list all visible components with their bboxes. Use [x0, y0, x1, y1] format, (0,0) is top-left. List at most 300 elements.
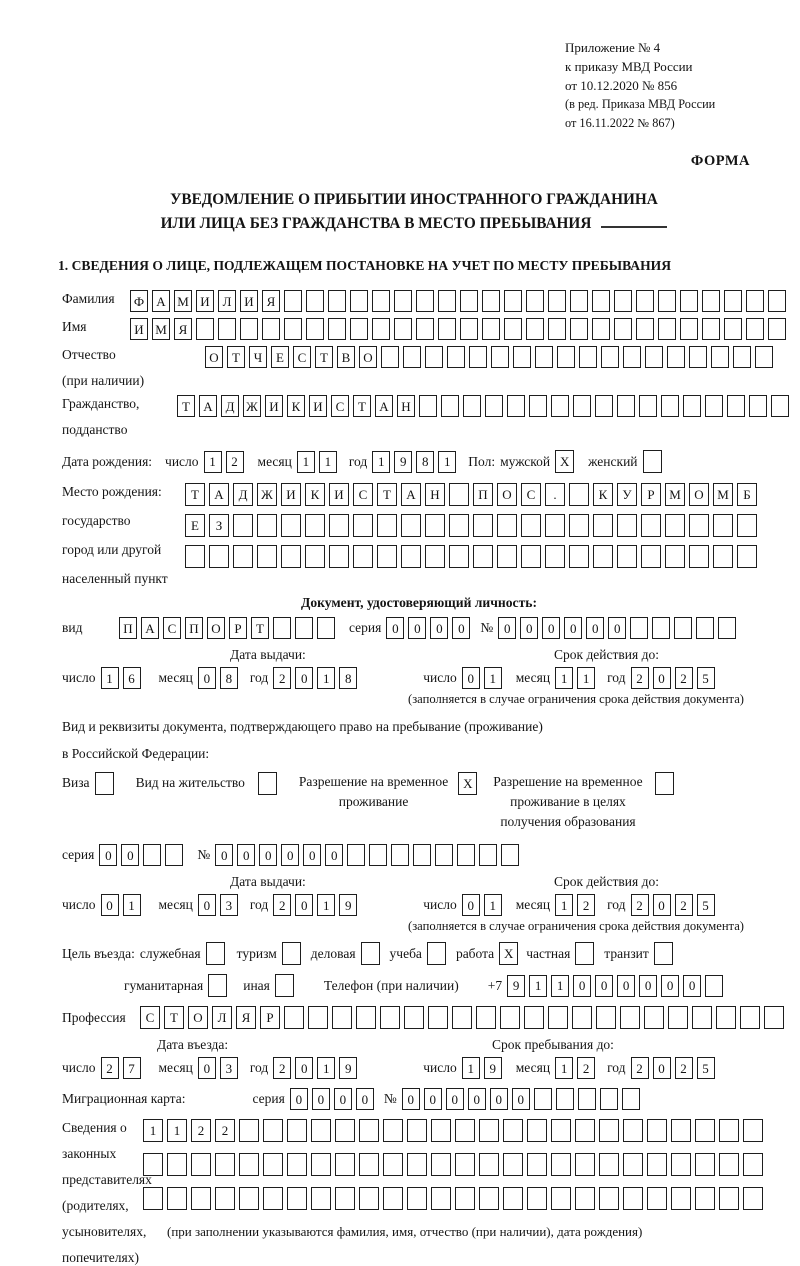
- char-box[interactable]: [524, 1006, 544, 1029]
- char-box[interactable]: [328, 318, 346, 340]
- char-box[interactable]: [746, 318, 764, 340]
- char-box[interactable]: [746, 290, 764, 312]
- char-box[interactable]: 1: [143, 1119, 163, 1142]
- char-box[interactable]: 0: [402, 1088, 420, 1110]
- char-box[interactable]: С: [163, 617, 181, 639]
- char-box[interactable]: [572, 1006, 592, 1029]
- char-box[interactable]: 0: [325, 844, 343, 866]
- char-box[interactable]: [702, 290, 720, 312]
- char-box[interactable]: 1: [372, 451, 390, 473]
- char-box[interactable]: Ф: [130, 290, 148, 312]
- char-box[interactable]: Н: [425, 483, 445, 506]
- char-box[interactable]: [359, 1119, 379, 1142]
- char-box[interactable]: У: [617, 483, 637, 506]
- char-box[interactable]: Ж: [257, 483, 277, 506]
- char-box[interactable]: 1: [484, 667, 502, 689]
- char-box[interactable]: [311, 1187, 331, 1210]
- char-box[interactable]: О: [207, 617, 225, 639]
- char-box[interactable]: Я: [236, 1006, 256, 1029]
- char-box[interactable]: 0: [653, 1057, 671, 1079]
- char-box[interactable]: [441, 395, 459, 417]
- char-box[interactable]: [527, 1187, 547, 1210]
- char-box[interactable]: [534, 1088, 552, 1110]
- char-box[interactable]: [401, 545, 421, 568]
- char-box[interactable]: [311, 1119, 331, 1142]
- char-box[interactable]: [425, 545, 445, 568]
- char-box[interactable]: [479, 844, 497, 866]
- char-box[interactable]: [575, 1187, 595, 1210]
- char-box[interactable]: 3: [220, 1057, 238, 1079]
- char-box[interactable]: [476, 1006, 496, 1029]
- char-box[interactable]: Т: [177, 395, 195, 417]
- char-box[interactable]: [636, 290, 654, 312]
- char-box[interactable]: 1: [462, 1057, 480, 1079]
- char-box[interactable]: [737, 545, 757, 568]
- char-box[interactable]: 0: [595, 975, 613, 997]
- char-box[interactable]: [705, 395, 723, 417]
- char-box[interactable]: 0: [312, 1088, 330, 1110]
- char-box[interactable]: [599, 1153, 619, 1176]
- char-box[interactable]: Е: [271, 346, 289, 368]
- char-box[interactable]: Т: [227, 346, 245, 368]
- char-box[interactable]: 0: [683, 975, 701, 997]
- char-box[interactable]: В: [337, 346, 355, 368]
- char-box[interactable]: [526, 290, 544, 312]
- char-box[interactable]: [614, 290, 632, 312]
- char-box[interactable]: 1: [529, 975, 547, 997]
- char-box[interactable]: [284, 1006, 304, 1029]
- char-box[interactable]: 9: [339, 894, 357, 916]
- char-box[interactable]: [503, 1153, 523, 1176]
- char-box[interactable]: [306, 290, 324, 312]
- char-box[interactable]: К: [287, 395, 305, 417]
- char-box[interactable]: [328, 290, 346, 312]
- char-box[interactable]: [262, 318, 280, 340]
- char-box[interactable]: [463, 395, 481, 417]
- char-box[interactable]: 1: [577, 667, 595, 689]
- char-box[interactable]: [369, 844, 387, 866]
- char-box[interactable]: Я: [174, 318, 192, 340]
- char-box[interactable]: 1: [317, 667, 335, 689]
- char-box[interactable]: [258, 772, 277, 795]
- char-box[interactable]: С: [293, 346, 311, 368]
- char-box[interactable]: Н: [397, 395, 415, 417]
- char-box[interactable]: [643, 450, 662, 473]
- char-box[interactable]: [208, 974, 227, 997]
- char-box[interactable]: [457, 844, 475, 866]
- char-box[interactable]: [209, 545, 229, 568]
- char-box[interactable]: 0: [542, 617, 560, 639]
- char-box[interactable]: М: [713, 483, 733, 506]
- char-box[interactable]: [275, 974, 294, 997]
- char-box[interactable]: 0: [586, 617, 604, 639]
- char-box[interactable]: 0: [564, 617, 582, 639]
- char-box[interactable]: [419, 395, 437, 417]
- char-box[interactable]: 1: [555, 667, 573, 689]
- char-box[interactable]: [407, 1119, 427, 1142]
- char-box[interactable]: [504, 290, 522, 312]
- char-box[interactable]: [680, 290, 698, 312]
- char-box[interactable]: [416, 318, 434, 340]
- char-box[interactable]: 0: [198, 667, 216, 689]
- char-box[interactable]: 8: [220, 667, 238, 689]
- char-box[interactable]: [671, 1153, 691, 1176]
- char-box[interactable]: [575, 1153, 595, 1176]
- char-box[interactable]: 2: [631, 667, 649, 689]
- char-box[interactable]: 1: [555, 894, 573, 916]
- char-box[interactable]: [689, 545, 709, 568]
- char-box[interactable]: 0: [237, 844, 255, 866]
- char-box[interactable]: 0: [295, 667, 313, 689]
- char-box[interactable]: [630, 617, 648, 639]
- char-box[interactable]: З: [209, 514, 229, 537]
- char-box[interactable]: И: [281, 483, 301, 506]
- char-box[interactable]: 2: [215, 1119, 235, 1142]
- char-box[interactable]: [167, 1187, 187, 1210]
- char-box[interactable]: [743, 1187, 763, 1210]
- char-box[interactable]: П: [185, 617, 203, 639]
- char-box[interactable]: С: [140, 1006, 160, 1029]
- char-box[interactable]: 2: [631, 1057, 649, 1079]
- char-box[interactable]: [617, 545, 637, 568]
- char-box[interactable]: [658, 318, 676, 340]
- char-box[interactable]: [768, 318, 786, 340]
- char-box[interactable]: А: [401, 483, 421, 506]
- char-box[interactable]: [711, 346, 729, 368]
- char-box[interactable]: [727, 395, 745, 417]
- char-box[interactable]: [526, 318, 544, 340]
- char-box[interactable]: [257, 514, 277, 537]
- char-box[interactable]: [647, 1119, 667, 1142]
- char-box[interactable]: [548, 290, 566, 312]
- char-box[interactable]: [601, 346, 619, 368]
- char-box[interactable]: [215, 1153, 235, 1176]
- char-box[interactable]: [599, 1119, 619, 1142]
- char-box[interactable]: И: [196, 290, 214, 312]
- char-box[interactable]: 5: [697, 894, 715, 916]
- char-box[interactable]: К: [593, 483, 613, 506]
- char-box[interactable]: [394, 290, 412, 312]
- char-box[interactable]: [329, 514, 349, 537]
- char-box[interactable]: [165, 844, 183, 866]
- char-box[interactable]: [617, 395, 635, 417]
- char-box[interactable]: [383, 1119, 403, 1142]
- char-box[interactable]: [431, 1119, 451, 1142]
- char-box[interactable]: [645, 346, 663, 368]
- char-box[interactable]: [479, 1153, 499, 1176]
- char-box[interactable]: [381, 346, 399, 368]
- char-box[interactable]: 0: [334, 1088, 352, 1110]
- char-box[interactable]: [447, 346, 465, 368]
- char-box[interactable]: [353, 545, 373, 568]
- char-box[interactable]: [617, 514, 637, 537]
- char-box[interactable]: О: [497, 483, 517, 506]
- char-box[interactable]: 0: [259, 844, 277, 866]
- char-box[interactable]: [383, 1153, 403, 1176]
- char-box[interactable]: [593, 545, 613, 568]
- char-box[interactable]: [768, 290, 786, 312]
- char-box[interactable]: [391, 844, 409, 866]
- char-box[interactable]: [740, 1006, 760, 1029]
- char-box[interactable]: 0: [198, 894, 216, 916]
- char-box[interactable]: 1: [317, 1057, 335, 1079]
- char-box[interactable]: М: [152, 318, 170, 340]
- char-box[interactable]: 0: [452, 617, 470, 639]
- char-box[interactable]: [719, 1119, 739, 1142]
- char-box[interactable]: [425, 514, 445, 537]
- char-box[interactable]: [311, 1153, 331, 1176]
- char-box[interactable]: .: [545, 483, 565, 506]
- char-box[interactable]: [569, 514, 589, 537]
- char-box[interactable]: 1: [551, 975, 569, 997]
- char-box[interactable]: 0: [356, 1088, 374, 1110]
- char-box[interactable]: [652, 617, 670, 639]
- char-box[interactable]: [428, 1006, 448, 1029]
- char-box[interactable]: Б: [737, 483, 757, 506]
- char-box[interactable]: [407, 1153, 427, 1176]
- char-box[interactable]: Д: [221, 395, 239, 417]
- char-box[interactable]: [641, 514, 661, 537]
- char-box[interactable]: 1: [555, 1057, 573, 1079]
- char-box[interactable]: 2: [631, 894, 649, 916]
- char-box[interactable]: [548, 1006, 568, 1029]
- char-box[interactable]: О: [188, 1006, 208, 1029]
- char-box[interactable]: Л: [212, 1006, 232, 1029]
- char-box[interactable]: 0: [198, 1057, 216, 1079]
- char-box[interactable]: [743, 1119, 763, 1142]
- char-box[interactable]: [655, 772, 674, 795]
- char-box[interactable]: 1: [319, 451, 337, 473]
- char-box[interactable]: [578, 1088, 596, 1110]
- char-box[interactable]: 2: [101, 1057, 119, 1079]
- char-box[interactable]: 2: [577, 1057, 595, 1079]
- char-box[interactable]: 0: [468, 1088, 486, 1110]
- char-box[interactable]: 0: [573, 975, 591, 997]
- char-box[interactable]: [671, 1119, 691, 1142]
- char-box[interactable]: 2: [273, 667, 291, 689]
- char-box[interactable]: [308, 1006, 328, 1029]
- char-box[interactable]: [569, 545, 589, 568]
- char-box[interactable]: И: [309, 395, 327, 417]
- char-box[interactable]: 9: [484, 1057, 502, 1079]
- char-box[interactable]: 0: [101, 894, 119, 916]
- char-box[interactable]: [239, 1119, 259, 1142]
- char-box[interactable]: [527, 1119, 547, 1142]
- char-box[interactable]: П: [473, 483, 493, 506]
- char-box[interactable]: 9: [394, 451, 412, 473]
- char-box[interactable]: [215, 1187, 235, 1210]
- char-box[interactable]: [647, 1153, 667, 1176]
- char-box[interactable]: [143, 1187, 163, 1210]
- char-box[interactable]: 0: [295, 1057, 313, 1079]
- char-box[interactable]: [667, 346, 685, 368]
- char-box[interactable]: [579, 346, 597, 368]
- char-box[interactable]: А: [199, 395, 217, 417]
- char-box[interactable]: [239, 1187, 259, 1210]
- char-box[interactable]: [185, 545, 205, 568]
- char-box[interactable]: [482, 290, 500, 312]
- char-box[interactable]: 2: [675, 667, 693, 689]
- char-box[interactable]: [658, 290, 676, 312]
- char-box[interactable]: Д: [233, 483, 253, 506]
- char-box[interactable]: [548, 318, 566, 340]
- char-box[interactable]: [696, 617, 714, 639]
- char-box[interactable]: И: [130, 318, 148, 340]
- char-box[interactable]: [497, 545, 517, 568]
- char-box[interactable]: [521, 514, 541, 537]
- char-box[interactable]: [647, 1187, 667, 1210]
- char-box[interactable]: Е: [185, 514, 205, 537]
- char-box[interactable]: [527, 1153, 547, 1176]
- char-box[interactable]: 0: [446, 1088, 464, 1110]
- char-box[interactable]: [350, 290, 368, 312]
- char-box[interactable]: [361, 942, 380, 965]
- char-box[interactable]: [263, 1153, 283, 1176]
- char-box[interactable]: Ж: [243, 395, 261, 417]
- char-box[interactable]: [455, 1187, 475, 1210]
- char-box[interactable]: [383, 1187, 403, 1210]
- char-box[interactable]: [95, 772, 114, 795]
- char-box[interactable]: 2: [191, 1119, 211, 1142]
- char-box[interactable]: [556, 1088, 574, 1110]
- char-box[interactable]: [573, 395, 591, 417]
- char-box[interactable]: [507, 395, 525, 417]
- char-box[interactable]: Ч: [249, 346, 267, 368]
- char-box[interactable]: [427, 942, 446, 965]
- char-box[interactable]: 0: [608, 617, 626, 639]
- char-box[interactable]: [332, 1006, 352, 1029]
- char-box[interactable]: [306, 318, 324, 340]
- char-box[interactable]: 0: [290, 1088, 308, 1110]
- char-box[interactable]: [335, 1187, 355, 1210]
- char-box[interactable]: [724, 290, 742, 312]
- char-box[interactable]: [719, 1153, 739, 1176]
- char-box[interactable]: 0: [617, 975, 635, 997]
- char-box[interactable]: Т: [164, 1006, 184, 1029]
- char-box[interactable]: [596, 1006, 616, 1029]
- char-box[interactable]: Т: [185, 483, 205, 506]
- char-box[interactable]: 8: [339, 667, 357, 689]
- char-box[interactable]: [191, 1153, 211, 1176]
- char-box[interactable]: [416, 290, 434, 312]
- char-box[interactable]: [623, 1153, 643, 1176]
- char-box[interactable]: [240, 318, 258, 340]
- char-box[interactable]: [724, 318, 742, 340]
- char-box[interactable]: [287, 1153, 307, 1176]
- char-box[interactable]: 1: [204, 451, 222, 473]
- char-box[interactable]: С: [521, 483, 541, 506]
- char-box[interactable]: И: [240, 290, 258, 312]
- char-box[interactable]: [295, 617, 313, 639]
- char-box[interactable]: [394, 318, 412, 340]
- char-box[interactable]: [695, 1153, 715, 1176]
- char-box[interactable]: [196, 318, 214, 340]
- char-box[interactable]: М: [174, 290, 192, 312]
- char-box[interactable]: 7: [123, 1057, 141, 1079]
- char-box[interactable]: [282, 942, 301, 965]
- char-box[interactable]: [545, 545, 565, 568]
- char-box[interactable]: А: [375, 395, 393, 417]
- char-box[interactable]: [305, 514, 325, 537]
- char-box[interactable]: 0: [653, 667, 671, 689]
- char-box[interactable]: [654, 942, 673, 965]
- char-box[interactable]: 0: [386, 617, 404, 639]
- char-box[interactable]: [425, 346, 443, 368]
- char-box[interactable]: [377, 514, 397, 537]
- char-box[interactable]: [575, 942, 594, 965]
- char-box[interactable]: [623, 1119, 643, 1142]
- char-box[interactable]: [284, 318, 302, 340]
- char-box[interactable]: [743, 1153, 763, 1176]
- char-box[interactable]: [570, 290, 588, 312]
- char-box[interactable]: [206, 942, 225, 965]
- char-box[interactable]: [469, 346, 487, 368]
- char-box[interactable]: [455, 1153, 475, 1176]
- char-box[interactable]: [639, 395, 657, 417]
- char-box[interactable]: [413, 844, 431, 866]
- char-box[interactable]: [680, 318, 698, 340]
- char-box[interactable]: [749, 395, 767, 417]
- char-box[interactable]: [273, 617, 291, 639]
- char-box[interactable]: [771, 395, 789, 417]
- char-box[interactable]: [551, 1153, 571, 1176]
- char-box[interactable]: X: [499, 942, 518, 965]
- char-box[interactable]: Л: [218, 290, 236, 312]
- char-box[interactable]: [683, 395, 701, 417]
- char-box[interactable]: [592, 290, 610, 312]
- char-box[interactable]: 9: [339, 1057, 357, 1079]
- char-box[interactable]: [718, 617, 736, 639]
- char-box[interactable]: [551, 395, 569, 417]
- char-box[interactable]: [431, 1153, 451, 1176]
- char-box[interactable]: 0: [281, 844, 299, 866]
- char-box[interactable]: [403, 346, 421, 368]
- char-box[interactable]: [620, 1006, 640, 1029]
- char-box[interactable]: [535, 346, 553, 368]
- char-box[interactable]: [350, 318, 368, 340]
- char-box[interactable]: [449, 545, 469, 568]
- char-box[interactable]: 2: [226, 451, 244, 473]
- char-box[interactable]: [473, 545, 493, 568]
- char-box[interactable]: 0: [295, 894, 313, 916]
- char-box[interactable]: [665, 545, 685, 568]
- char-box[interactable]: [497, 514, 517, 537]
- char-box[interactable]: [257, 545, 277, 568]
- char-box[interactable]: 1: [297, 451, 315, 473]
- char-box[interactable]: 1: [167, 1119, 187, 1142]
- char-box[interactable]: [431, 1187, 451, 1210]
- char-box[interactable]: И: [329, 483, 349, 506]
- char-box[interactable]: [380, 1006, 400, 1029]
- char-box[interactable]: [521, 545, 541, 568]
- char-box[interactable]: Р: [260, 1006, 280, 1029]
- char-box[interactable]: С: [331, 395, 349, 417]
- char-box[interactable]: [689, 514, 709, 537]
- char-box[interactable]: [491, 346, 509, 368]
- char-box[interactable]: [569, 483, 589, 506]
- char-box[interactable]: [665, 514, 685, 537]
- char-box[interactable]: [263, 1187, 283, 1210]
- char-box[interactable]: [438, 290, 456, 312]
- char-box[interactable]: [460, 290, 478, 312]
- char-box[interactable]: 0: [512, 1088, 530, 1110]
- char-box[interactable]: 0: [408, 617, 426, 639]
- char-box[interactable]: 6: [123, 667, 141, 689]
- char-box[interactable]: Р: [641, 483, 661, 506]
- char-box[interactable]: 0: [121, 844, 139, 866]
- char-box[interactable]: [329, 545, 349, 568]
- char-box[interactable]: [317, 617, 335, 639]
